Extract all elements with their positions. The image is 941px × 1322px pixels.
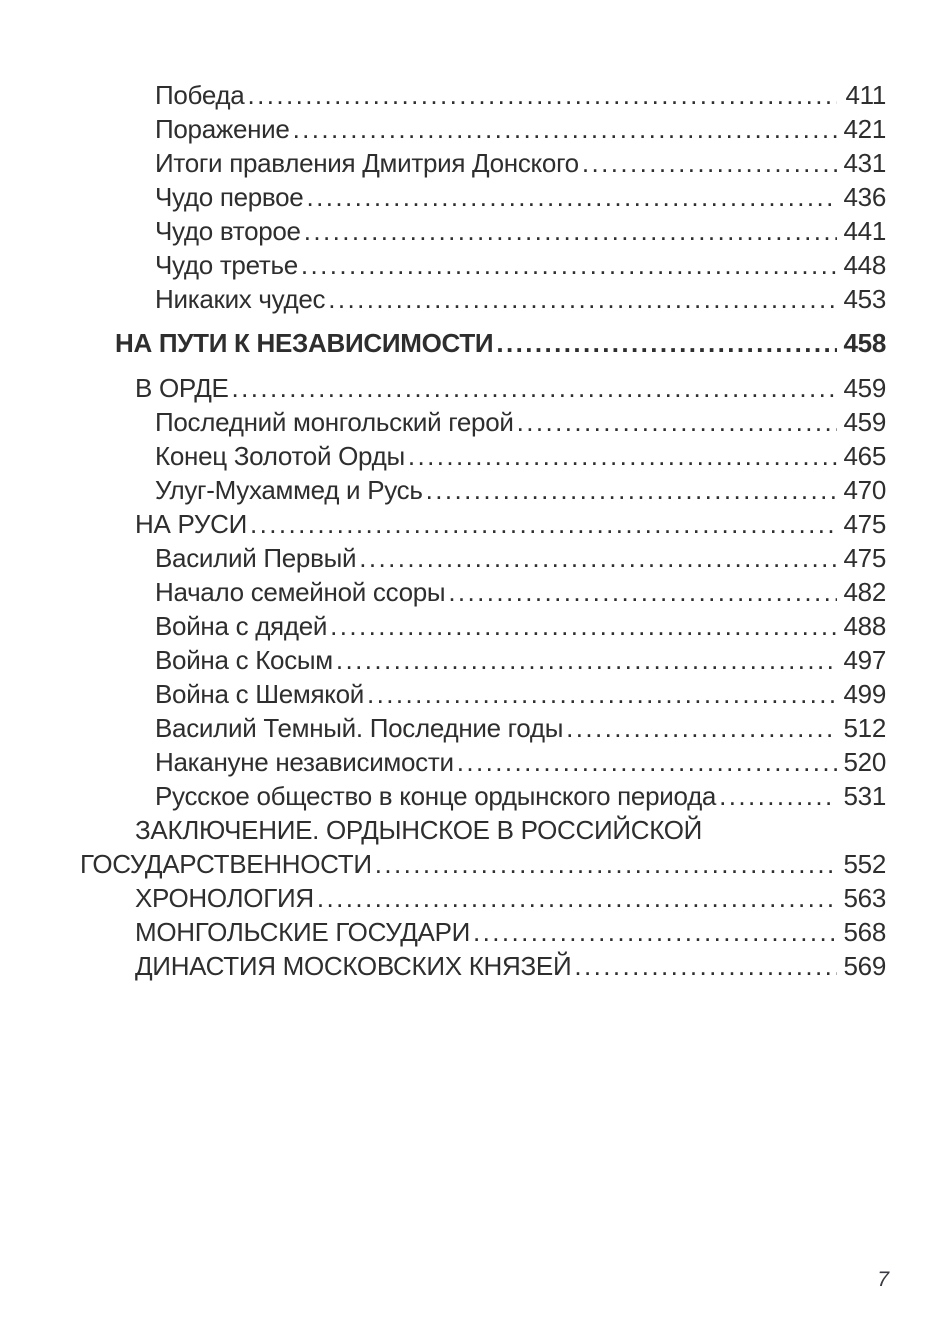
toc-entry	[155, 779, 886, 813]
toc-entry-page: 459	[843, 407, 886, 437]
dot-leader	[571, 949, 836, 983]
toc-entry	[135, 949, 886, 983]
toc-entry-title: Война с Шемякой	[155, 679, 364, 709]
toc-entry-title: ДИНАСТИЯ МОСКОВСКИХ КНЯЗЕЙ	[135, 951, 572, 981]
toc-entry-page: 520	[843, 747, 886, 777]
toc-entry	[155, 180, 886, 214]
toc-entry-title: В ОРДЕ	[135, 373, 229, 403]
dot-leader	[364, 677, 837, 711]
dot-leader	[333, 643, 837, 677]
toc-entry	[155, 541, 886, 575]
dot-leader	[563, 711, 836, 745]
toc-entry-title: Конец Золотой Орды	[155, 441, 405, 471]
toc-entry	[155, 282, 886, 316]
toc-entry-title: ХРОНОЛОГИЯ	[135, 883, 314, 913]
toc-entry-title: Улуг-Мухаммед и Русь	[155, 475, 423, 505]
dot-leader	[244, 78, 837, 112]
toc-entry-title: Чудо третье	[155, 250, 298, 280]
dot-leader	[493, 326, 836, 360]
toc-entry-page: 441	[843, 216, 886, 246]
toc-entry-title: Чудо первое	[155, 182, 304, 212]
dot-leader	[356, 541, 836, 575]
toc-entry	[155, 146, 886, 180]
toc-entry-page: 488	[843, 611, 886, 641]
toc-entry-title: Поражение	[155, 114, 290, 144]
toc-entry-title: Последний монгольский герой	[155, 407, 514, 437]
dot-leader	[301, 214, 837, 248]
dot-leader	[470, 915, 836, 949]
toc-entry-title: Накануне независимости	[155, 747, 454, 777]
dot-leader	[303, 180, 836, 214]
toc-entry-title: Василий Темный. Последние годы	[155, 713, 564, 743]
dot-leader	[298, 248, 837, 282]
dot-leader	[327, 609, 836, 643]
toc-entry-two-line	[80, 813, 886, 881]
toc-entry-page: 569	[843, 951, 886, 981]
toc-entry	[155, 643, 886, 677]
toc-entry-page: 475	[843, 509, 886, 539]
footer-page-number: 7	[877, 1268, 889, 1291]
toc-entry-page: 568	[843, 917, 886, 947]
toc-entry	[155, 745, 886, 779]
dot-leader	[454, 745, 837, 779]
toc-entry-page: 453	[843, 284, 886, 314]
dot-leader	[247, 507, 837, 541]
toc-entry-page: 497	[843, 645, 886, 675]
toc-entry	[155, 78, 886, 112]
toc-entry-page: 411	[845, 80, 886, 110]
toc-entry	[155, 405, 886, 439]
toc-entry-title: НА РУСИ	[135, 509, 247, 539]
dot-leader	[290, 112, 837, 146]
toc-entry-title: Итоги правления Дмитрия Донского	[155, 148, 579, 178]
toc-entry-title: Победа	[155, 80, 245, 110]
toc-entry-title-line2: ГОСУДАРСТВЕННОСТИ	[80, 849, 372, 879]
toc-entry-page: 499	[843, 679, 886, 709]
toc-entry-title: Василий Первый	[155, 543, 357, 573]
toc-entry-title: Война с дядей	[155, 611, 328, 641]
toc-section-heading	[115, 326, 886, 360]
toc-entry	[155, 112, 886, 146]
dot-leader	[445, 575, 836, 609]
dot-leader	[405, 439, 837, 473]
toc-entry-page: 431	[843, 148, 886, 178]
toc-entry-page: 475	[843, 543, 886, 573]
toc-entry	[155, 677, 886, 711]
toc-entry-title: Начало семейной ссоры	[155, 577, 446, 607]
dot-leader	[314, 881, 837, 915]
toc-entry-page: 563	[843, 883, 886, 913]
toc-entry	[155, 439, 886, 473]
toc-entry-page: 458	[843, 328, 886, 358]
toc-entry-title: НА ПУТИ К НЕЗАВИСИМОСТИ	[115, 328, 494, 358]
toc-entry	[135, 881, 886, 915]
dot-leader	[423, 473, 837, 507]
dot-leader	[325, 282, 836, 316]
dot-leader	[372, 847, 837, 881]
toc-entry	[155, 575, 886, 609]
dot-leader	[229, 371, 837, 405]
toc-entry-page: 459	[843, 373, 886, 403]
toc-entry-page: 552	[843, 849, 886, 879]
toc-entry-title-line1: ЗАКЛЮЧЕНИЕ. ОРДЫНСКОЕ В РОССИЙСКОЙ	[135, 815, 703, 845]
toc-entry	[155, 248, 886, 282]
toc-entry-page: 465	[843, 441, 886, 471]
toc-entry-page: 470	[843, 475, 886, 505]
toc-entry	[135, 507, 886, 541]
toc-entry	[155, 711, 886, 745]
toc-entry-page: 436	[843, 182, 886, 212]
toc-entry	[155, 214, 886, 248]
toc-entry-page: 448	[843, 250, 886, 280]
toc-entry-page: 421	[843, 114, 886, 144]
toc-entry-page: 531	[843, 781, 886, 811]
toc-entry-title: Русское общество в конце ордынского периода	[155, 781, 717, 811]
toc-entry-title: МОНГОЛЬСКИЕ ГОСУДАРИ	[135, 917, 471, 947]
dot-leader	[579, 146, 837, 180]
toc-entry-page: 482	[843, 577, 886, 607]
toc-entry	[155, 473, 886, 507]
toc-entry-page: 512	[843, 713, 886, 743]
toc-entry	[135, 915, 886, 949]
toc-entry	[135, 371, 886, 405]
dot-leader	[514, 405, 837, 439]
table-of-contents	[80, 78, 886, 983]
toc-entry	[155, 609, 886, 643]
toc-entry-title: Чудо второе	[155, 216, 301, 246]
toc-entry-title: Война с Косым	[155, 645, 333, 675]
dot-leader	[716, 779, 836, 813]
toc-entry-title: Никаких чудес	[155, 284, 326, 314]
